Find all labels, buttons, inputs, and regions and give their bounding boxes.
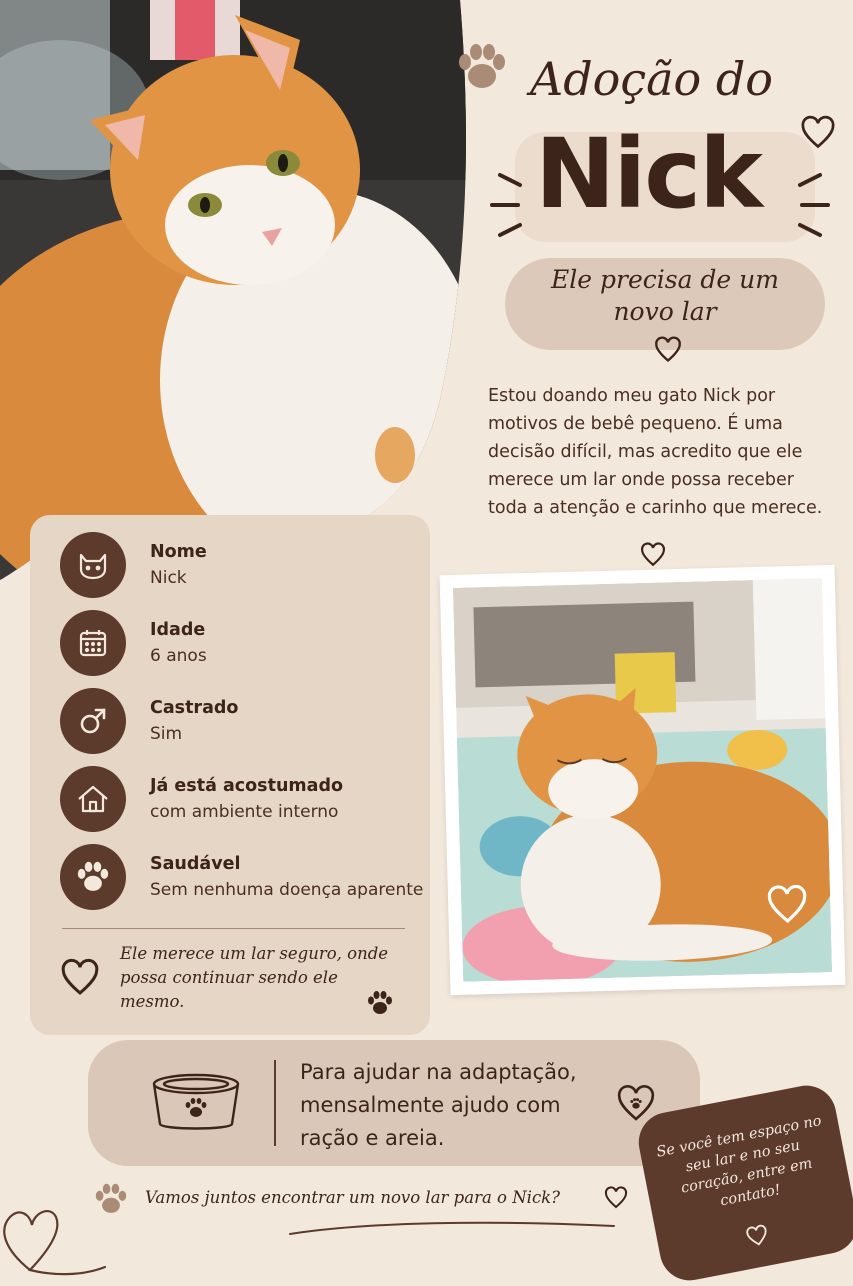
cat-photo-main xyxy=(0,0,470,580)
info-title: Já está acostumado xyxy=(150,776,344,796)
title-line-1: Adoção do xyxy=(530,52,774,106)
contact-badge xyxy=(634,1080,853,1285)
info-value: com ambiente interno xyxy=(150,802,339,822)
info-item-name xyxy=(60,532,420,598)
paw-icon xyxy=(92,1180,130,1222)
cta-text: Vamos juntos encontrar um novo lar para o Nick? xyxy=(145,1188,561,1207)
heart-icon xyxy=(654,336,682,368)
heart-icon xyxy=(800,115,836,155)
food-bowl-icon xyxy=(148,1072,244,1138)
info-title: Nome xyxy=(150,542,207,562)
underline-stroke xyxy=(288,1218,618,1242)
title-line-2: Nick xyxy=(535,118,761,230)
sparkle-left-icon xyxy=(488,165,528,249)
male-icon xyxy=(60,688,126,754)
cat-photo-secondary xyxy=(440,565,846,995)
badge-text: Se você tem espaço no seu lar e no seu coração, entre em contato! xyxy=(655,1113,823,1210)
info-value: 6 anos xyxy=(150,646,207,666)
info-value: Nick xyxy=(150,568,187,588)
info-item-indoor xyxy=(60,766,420,832)
quote-text: Ele merece um lar seguro, onde possa continuar sendo ele mesmo. xyxy=(120,944,389,1011)
info-item-age xyxy=(60,610,420,676)
cat-icon xyxy=(60,532,126,598)
info-title: Saudável xyxy=(150,854,241,874)
info-item-neutered xyxy=(60,688,420,754)
subtitle: Ele precisa de um novo lar xyxy=(551,265,779,326)
paw-icon xyxy=(60,844,126,910)
help-divider xyxy=(274,1060,276,1146)
heart-icon xyxy=(640,542,666,572)
info-title: Idade xyxy=(150,620,206,640)
info-value: Sim xyxy=(150,724,183,744)
paw-icon xyxy=(365,988,395,1022)
calendar-icon xyxy=(60,610,126,676)
heart-icon xyxy=(60,958,100,1002)
info-value: Sem nenhuma doença aparente xyxy=(150,880,424,900)
intro-text: Estou doando meu gato Nick por motivos de bebê pequeno. É uma decisão difícil, mas acredito que ele merece um lar onde possa receber toda a atenção e carinho que merece. xyxy=(488,386,823,518)
sparkle-right-icon xyxy=(792,165,832,249)
heart-icon xyxy=(604,1186,628,1214)
heart-icon xyxy=(744,1223,771,1253)
house-icon xyxy=(60,766,126,832)
divider xyxy=(62,928,405,929)
info-title: Castrado xyxy=(150,698,239,718)
help-text: Para ajudar na adaptação, mensalmente ajudo com ração e areia. xyxy=(300,1060,577,1150)
paw-icon xyxy=(452,38,512,102)
heart-icon xyxy=(766,884,809,931)
info-item-health xyxy=(60,844,424,910)
